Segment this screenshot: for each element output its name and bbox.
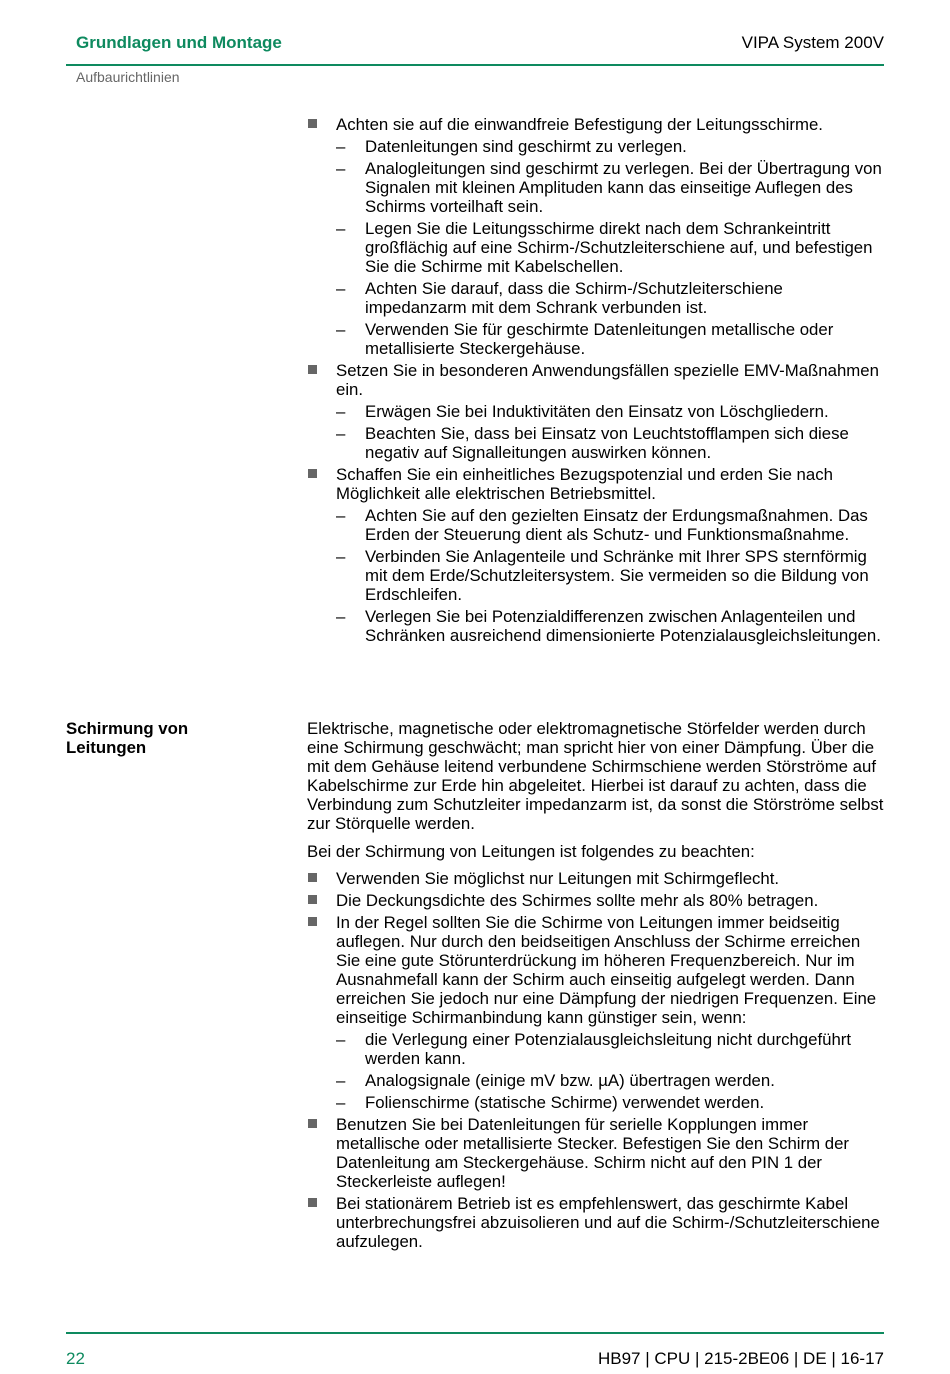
list-item: Schaffen Sie ein einheitliches Bezugspotenzial und erden Sie nach Möglichkeit alle elektrischen Betriebsmittel. [307, 465, 887, 503]
list-item: Achten sie auf die einwandfreie Befestigung der Leitungsschirme. [307, 115, 887, 134]
sub-list-item: – Folienschirme (statische Schirme) verwendet werden. [336, 1093, 765, 1112]
sub-list-item: – Achten Sie darauf, dass die Schirm-/Schutzleiterschiene impedanzarm mit dem Schrank verbunden ist. [336, 279, 783, 317]
sub-list-item: – Erwägen Sie bei Induktivitäten den Einsatz von Löschgliedern. [336, 402, 829, 421]
list-item: In der Regel sollten Sie die Schirme von Leitungen immer beidseitig auflegen. Nur durch den beidseitigen Anschluss der Schirme erreichen Sie eine gute Störunterdrückung im höheren Frequenzbereich. Nur im Ausnahmefall kann der Schirm auch einseitig aufgelegt werden. Dann erreichen Sie jedoch nur eine Dämpfung der niedrigen Frequenzen. Eine einseitige Schirmanbindung kann günstiger sein, wenn: [307, 913, 887, 1027]
list-item: Benutzen Sie bei Datenleitungen für serielle Kopplungen immer metallische oder metallisierte Stecker. Befestigen Sie den Schirm der Datenleitung am Steckergehäuse. Schirm nicht auf den PIN 1 der Steckerleiste auflegen! [307, 1115, 887, 1191]
header-divider [66, 64, 884, 66]
sub-list-item: – Analogleitungen sind geschirmt zu verlegen. Bei der Übertragung von Signalen mit kleinen Amplituden kann das einseitige Auflegen des Schirms vorteilhaft sein. [336, 159, 882, 216]
sub-list-item: – Verwenden Sie für geschirmte Datenleitungen metallische oder metallisierte Steckergehäuse. [336, 320, 834, 358]
section-heading: Schirmung von Leitungen [66, 719, 189, 757]
document-id: HB97 | CPU | 215-2BE06 | DE | 16-17 [597, 1349, 884, 1368]
sub-list-item: – die Verlegung einer Potenzialausgleichsleitung nicht durchgeführt werden kann. [336, 1030, 852, 1068]
paragraph: Elektrische, magnetische oder elektromagnetische Störfelder werden durch eine Schirmung geschwächt; man spricht hier von einer Dämpfung. Über die mit dem Gehäuse leitend verbundene Schirmschiene werden Störströme auf Kabelschirme zur Erde hin abgeleitet. Hierbei ist darauf zu achten, dass die Verbindung zum Schutzleiter impedanzarm ist, da sonst die Störströme selbst zur Störquelle werden. [307, 719, 884, 833]
list-item: Bei stationärem Betrieb ist es empfehlenswert, das geschirmte Kabel unterbrechungsfrei abzuisolieren und auf die Schirm-/Schutzleiterschiene aufzulegen. [307, 1194, 887, 1251]
guideline-list [307, 115, 887, 648]
list-item: Setzen Sie in besonderen Anwendungsfällen spezielle EMV-Maßnahmen ein. [307, 361, 887, 399]
sub-list-item: – Analogsignale (einige mV bzw. µA) übertragen werden. [336, 1071, 775, 1090]
list-item: Verwenden Sie möglichst nur Leitungen mit Schirmgeflecht. [307, 869, 887, 888]
section-subtitle: Aufbaurichtlinien [76, 69, 180, 85]
list-item: Die Deckungsdichte des Schirmes sollte mehr als 80% betragen. [307, 891, 887, 910]
paragraph: Bei der Schirmung von Leitungen ist folgendes zu beachten: [307, 842, 755, 861]
sub-list-item: – Legen Sie die Leitungsschirme direkt nach dem Schrankeintritt großflächig auf eine Schirm-/Schutzleiterschiene auf, und befestigen Sie die Schirme mit Kabelschellen. [336, 219, 873, 276]
footer-divider [66, 1332, 884, 1334]
sub-list-item: – Datenleitungen sind geschirmt zu verlegen. [336, 137, 687, 156]
shielding-section [307, 719, 887, 1254]
sub-list-item: – Verlegen Sie bei Potenzialdifferenzen zwischen Anlagenteilen und Schränken ausreichend dimensionierte Potenzialausgleichsleitungen. [336, 607, 881, 645]
page-number: 22 [66, 1349, 85, 1368]
chapter-title: Grundlagen und Montage [76, 33, 282, 52]
sub-list-item: – Achten Sie auf den gezielten Einsatz der Erdungsmaßnahmen. Das Erden der Steuerung dient als Schutz- und Funktionsmaßnahme. [336, 506, 868, 544]
sub-list-item: – Verbinden Sie Anlagenteile und Schränke mit Ihrer SPS sternförmig mit dem Erde/Schutzleitersystem. Sie vermeiden so die Bildung von Erdschleifen. [336, 547, 869, 604]
product-title: VIPA System 200V [741, 33, 884, 52]
sub-list-item: – Beachten Sie, dass bei Einsatz von Leuchtstofflampen sich diese negativ auf Signalleitungen auswirken können. [336, 424, 849, 462]
